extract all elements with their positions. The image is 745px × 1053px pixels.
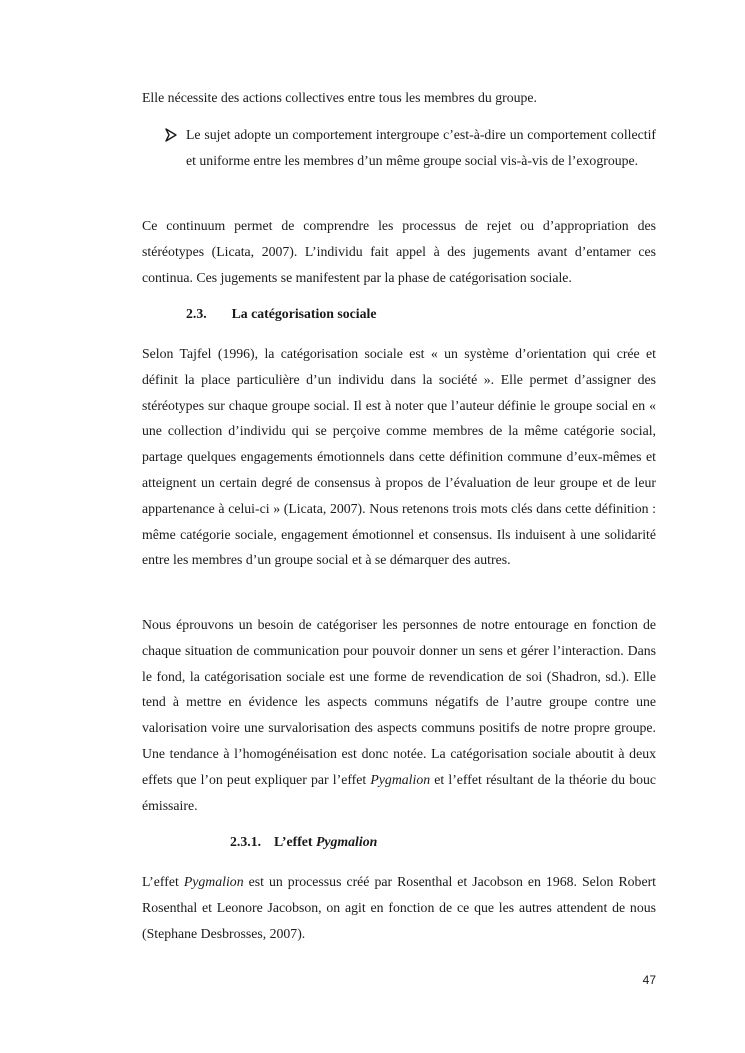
paragraph-tajfel: Selon Tajfel (1996), la catégorisation sociale est « un système d’orientation qui crée et définit la place particulière d’un individu dans la société ». Elle permet d’assigner des stéréotypes sur chaque groupe social. Il est à noter que l’auteur définie le groupe social en « une collection d’individu qui se perçoive comme membres de la même catégorie social, partage quelques engagements émotionnels dans cette définition commune d’eux-mêmes et atteignent un certain degré de consensus à propos de l’évaluation de leur groupe et de leur appartenance à celui-ci » (Licata, 2007). Nous retenons trois mots clés dans cette définition : même catégorie sociale, engagement émotionnel et consensus. Ils induisent à une solidarité entre les membres d’un groupe social et à se démarquer des autres. xyxy=(142,346,656,568)
subsection-heading xyxy=(230,834,377,850)
paragraph-main-text: Nous éprouvons un besoin de catégoriser les personnes de notre entourage en fonction de chaque situation de communication pour pouvoir donner un sens et gérer l’interaction. Dans le fond, la catégorisation sociale est une forme de revendication de soi (Shadron, sd.). Elle tend à mettre en évidence les aspects communs négatifs de l’autre groupe contre une valorisation voire une survalorisation des aspects communs positifs de notre propre groupe. Une tendance à l’homogénéisation est donc notée. La catégorisation sociale aboutit à deux effets que l’on peut expliquer par l’effet xyxy=(142,617,656,787)
arrow-bullet-icon xyxy=(164,128,178,142)
paragraph-end-text: et l’effet résultant de la théorie du bouc émissaire. xyxy=(142,771,657,813)
section-heading xyxy=(186,306,376,322)
paragraph-continuum: Ce continuum permet de comprendre les processus de rejet ou d’appropriation des stéréotypes (Licata, 2007). L’individu fait appel à des jugements avant d’entamer ces continua. Ces jugements se manifestent par la phase de catégorisation sociale. xyxy=(142,218,656,285)
section-title: La catégorisation sociale xyxy=(231,306,377,321)
subsection-title: L’effet xyxy=(273,834,313,849)
pygmalion-term: Pygmalion xyxy=(370,771,431,787)
paragraph-start-text: L’effet xyxy=(142,874,179,889)
subsection-number: 2.3.1. xyxy=(230,834,262,849)
paragraph-rest-text: est un processus créé par Rosenthal et Jacobson en 1968. Selon Robert Rosenthal et Leonore Jacobson, on agit en fonction de ce que les autres attendent de nous (Stephane Desbrosses, 2007). xyxy=(142,874,656,941)
page-number: 47 xyxy=(642,973,656,987)
bullet-item: Le sujet adopte un comportement intergroupe c’est-à-dire un comportement collectif et uniforme entre les membres d’un même groupe social vis-à-vis de l’exogroupe. xyxy=(186,127,656,168)
pygmalion-term-2: Pygmalion xyxy=(183,874,244,889)
section-number: 2.3. xyxy=(186,306,207,321)
intro-paragraph: Elle nécessite des actions collectives entre tous les membres du groupe. xyxy=(142,90,538,105)
paragraph-effet-pygmalion xyxy=(142,869,656,946)
subsection-title-italic: Pygmalion xyxy=(315,834,378,849)
paragraph-categoriser xyxy=(142,612,656,818)
